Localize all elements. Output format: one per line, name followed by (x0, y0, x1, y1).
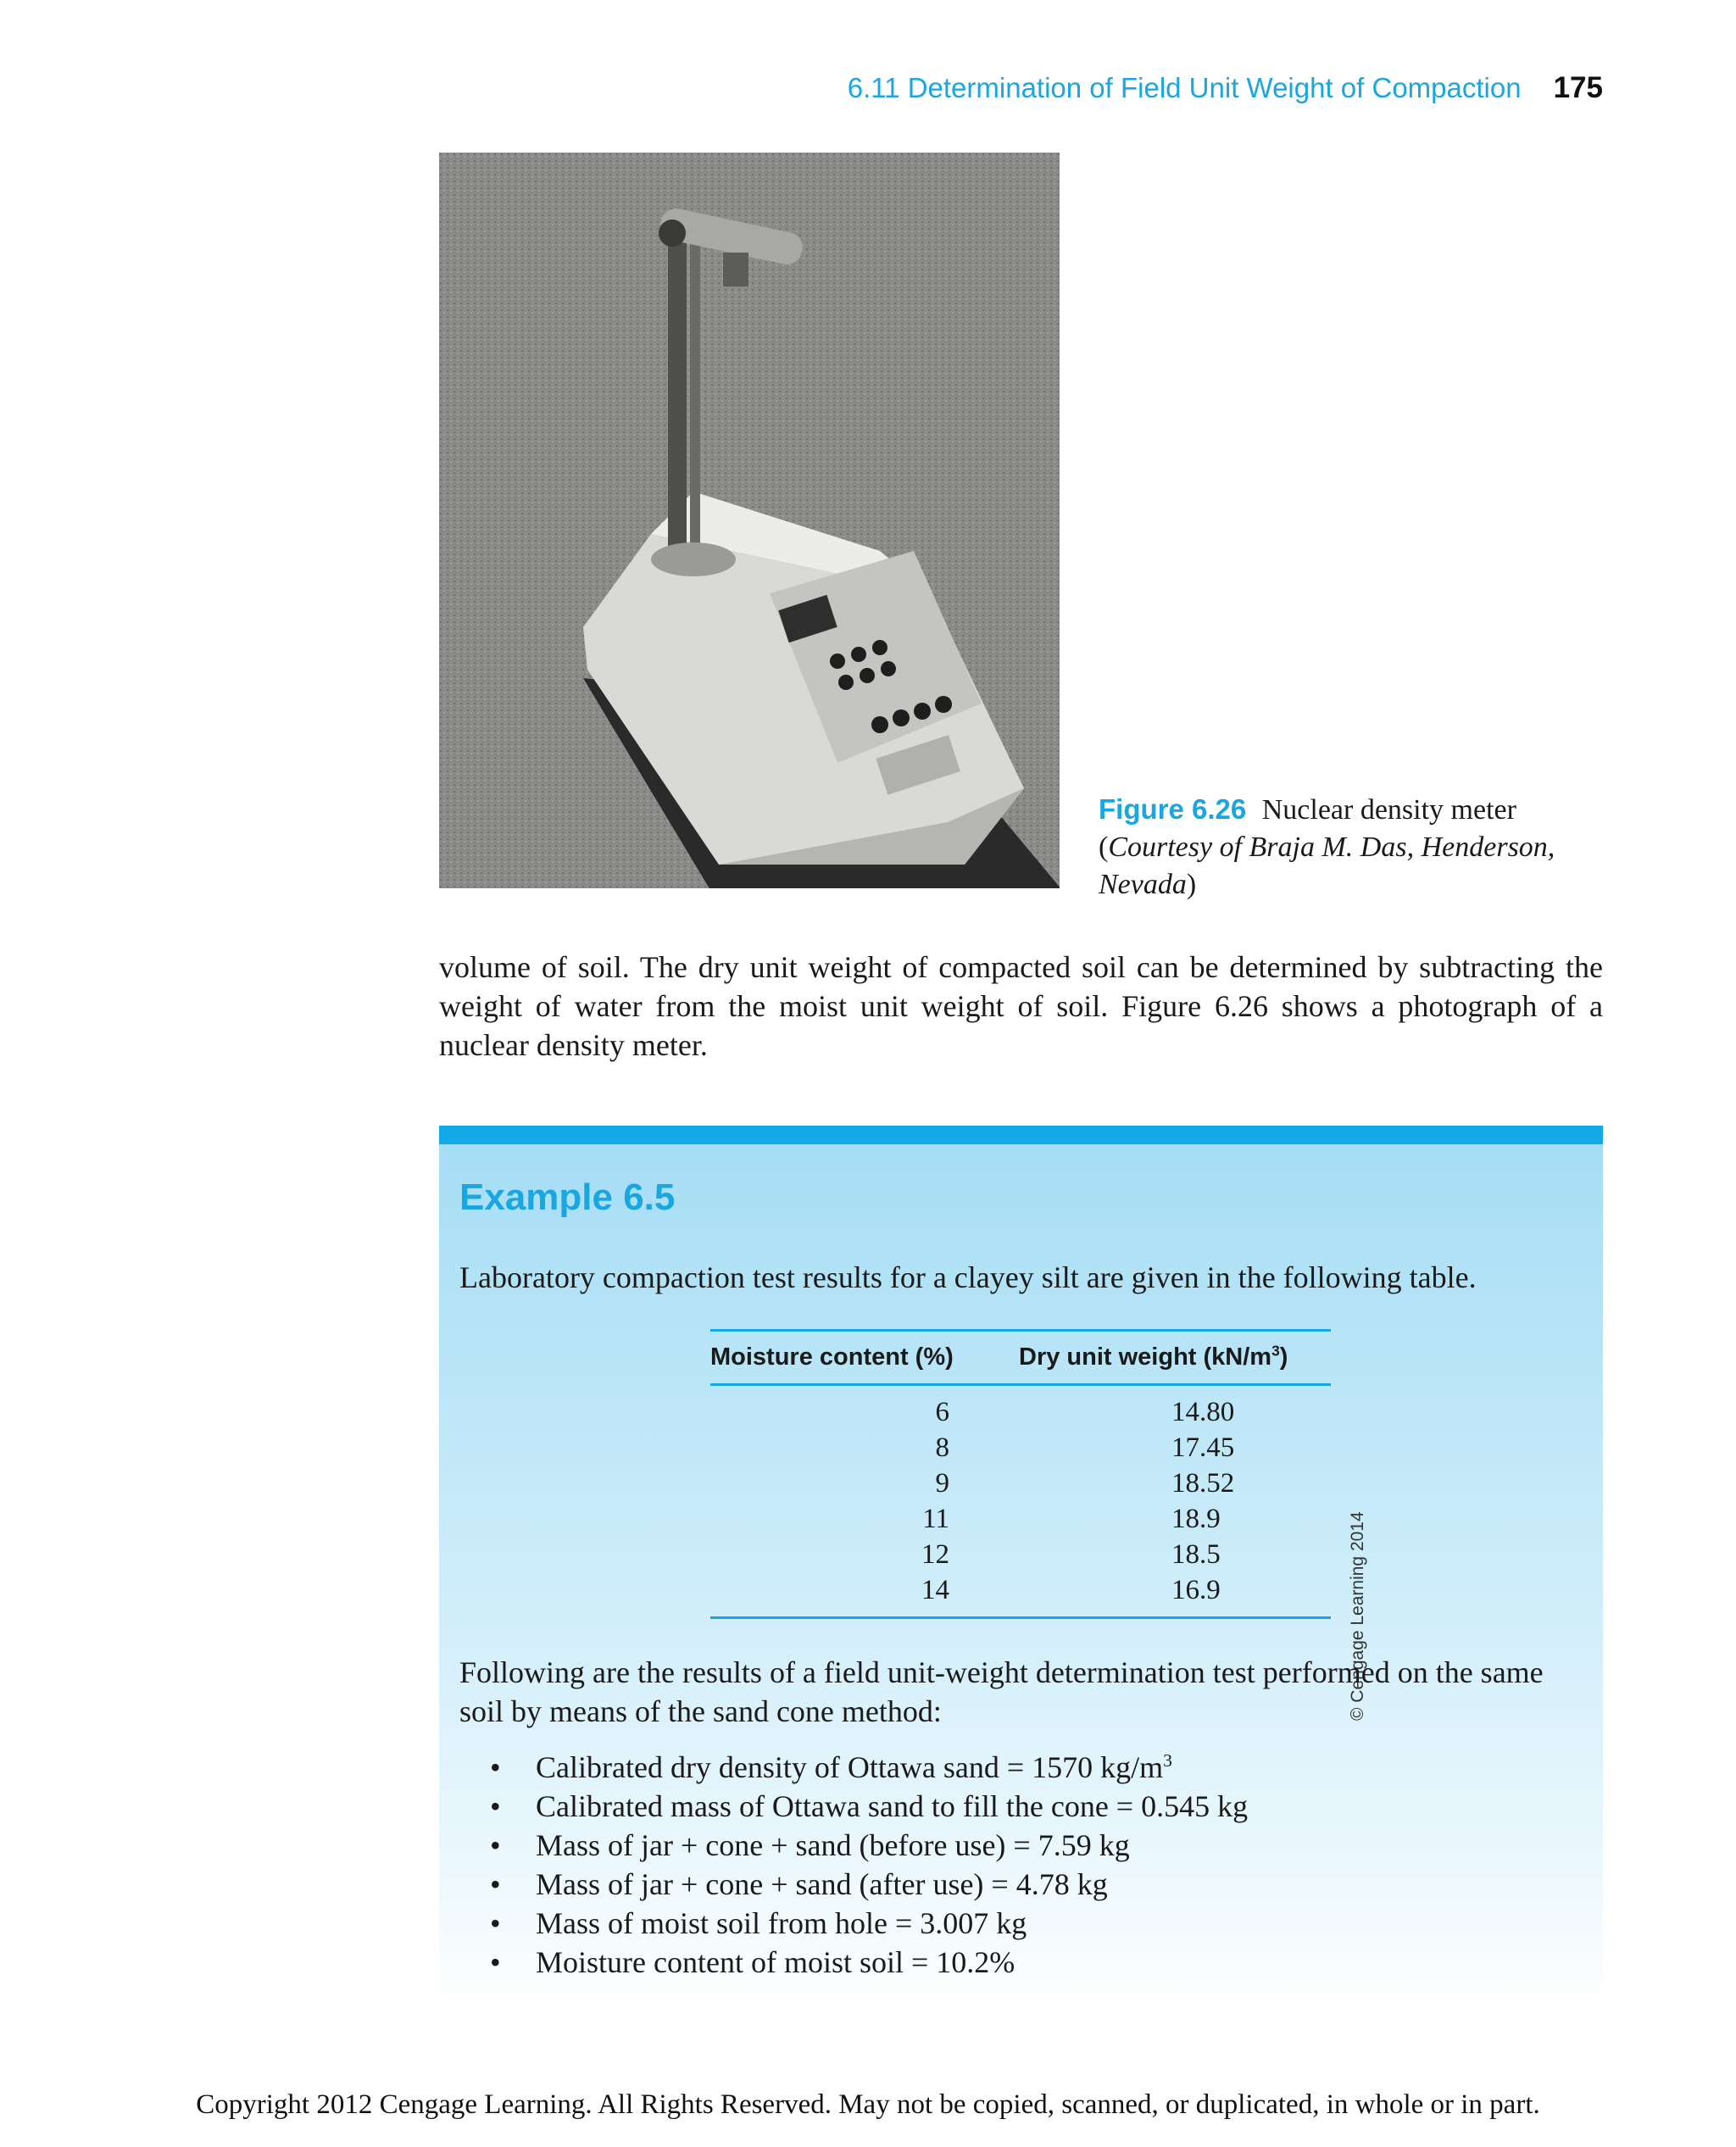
table-row (710, 1466, 1331, 1501)
figure-title: Nuclear density meter (1261, 794, 1516, 826)
table-row (710, 1572, 1331, 1618)
dry-unit-weight-cell: 18.5 (1171, 1539, 1221, 1570)
example-intro: Laboratory compaction test results for a clayey silt are given in the following table. (459, 1260, 1477, 1294)
bullet-glyph: • (490, 1750, 501, 1784)
bullet-glyph: • (490, 1867, 501, 1901)
page-number: 175 (1553, 71, 1603, 104)
bullet-glyph: • (490, 1945, 501, 1979)
list-item: • Calibrated dry density of Ottawa sand = 1570 $kg/m^3$ (490, 1748, 1248, 1787)
section-title: 6.11 Determination of Field Unit Weight of Compaction (847, 72, 1522, 103)
table-row (710, 1385, 1331, 1431)
moisture-cell: 11 (922, 1504, 949, 1534)
body-paragraph: volume of soil. The dry unit weight of compacted soil can be determined by subtracting the weight of water from the moist unit weight of soil. Figure 6.26 shows a photograph of a nuclear density meter. (439, 950, 1603, 1062)
moisture-cell: 6 (935, 1397, 949, 1427)
bullet-glyph: • (490, 1828, 501, 1862)
credit-open-paren: ( (1099, 832, 1109, 863)
copyright-footer: Copyright 2012 Cengage Learning. All Rights Reserved. May not be copied, scanned, or duplicated, in whole or in part. (196, 2089, 1540, 2120)
table-row (710, 1430, 1331, 1466)
nuclear-density-meter-photo (439, 153, 1060, 888)
moisture-cell: 8 (935, 1432, 949, 1463)
figure-label: Figure 6.26 (1099, 793, 1247, 825)
table-row (710, 1537, 1331, 1572)
moisture-content-header: Moisture content (%) (710, 1331, 992, 1385)
bullet-glyph: • (490, 1906, 501, 1940)
side-credit-text: © Cengage Learning 2014 (1348, 1511, 1367, 1721)
example-title: Example 6.5 (459, 1176, 676, 1218)
field-test-bullet-list (490, 1748, 1248, 1982)
figure-credit: Courtesy of Braja M. Das, Henderson, Nevada (1099, 832, 1555, 900)
bullet-glyph: • (490, 1789, 501, 1823)
example-paragraph-2: Following are the results of a field unit-weight determination test performed on the same soil by means of the sand cone method: (459, 1655, 1544, 1728)
list-item: • Mass of moist soil from hole = 3.007 kg (490, 1904, 1248, 1943)
list-item: • Mass of jar + cone + sand (before use) = 7.59 kg (490, 1826, 1248, 1865)
credit-close-paren: ) (1186, 869, 1197, 900)
dry-unit-weight-cell: 18.9 (1171, 1504, 1221, 1534)
dry-unit-weight-cell: 16.9 (992, 1572, 1331, 1618)
dry-unit-weight-header: Dry unit weight $(kN/m^3)$ (992, 1331, 1331, 1385)
table-row (710, 1501, 1331, 1537)
moisture-cell: 14 (710, 1572, 992, 1618)
list-item: • Moisture content of moist soil = 10.2% (490, 1943, 1248, 1982)
dry-unit-weight-cell: 18.52 (1171, 1468, 1235, 1499)
dry-unit-weight-cell: 14.80 (1171, 1397, 1235, 1427)
dry-unit-weight-cell: 17.45 (1171, 1432, 1235, 1463)
moisture-cell: 9 (935, 1468, 949, 1499)
moisture-cell: 12 (921, 1539, 949, 1570)
table-side-credit (1348, 1365, 1382, 1721)
figure-caption (1099, 791, 1573, 904)
list-item: • Mass of jar + cone + sand (after use) = 4.78 kg (490, 1865, 1248, 1904)
compaction-table (710, 1329, 1331, 1619)
example-box (439, 1126, 1603, 2016)
list-item: • Calibrated mass of Ottawa sand to fill the cone = 0.545 kg (490, 1787, 1248, 1826)
running-header (848, 71, 1603, 105)
